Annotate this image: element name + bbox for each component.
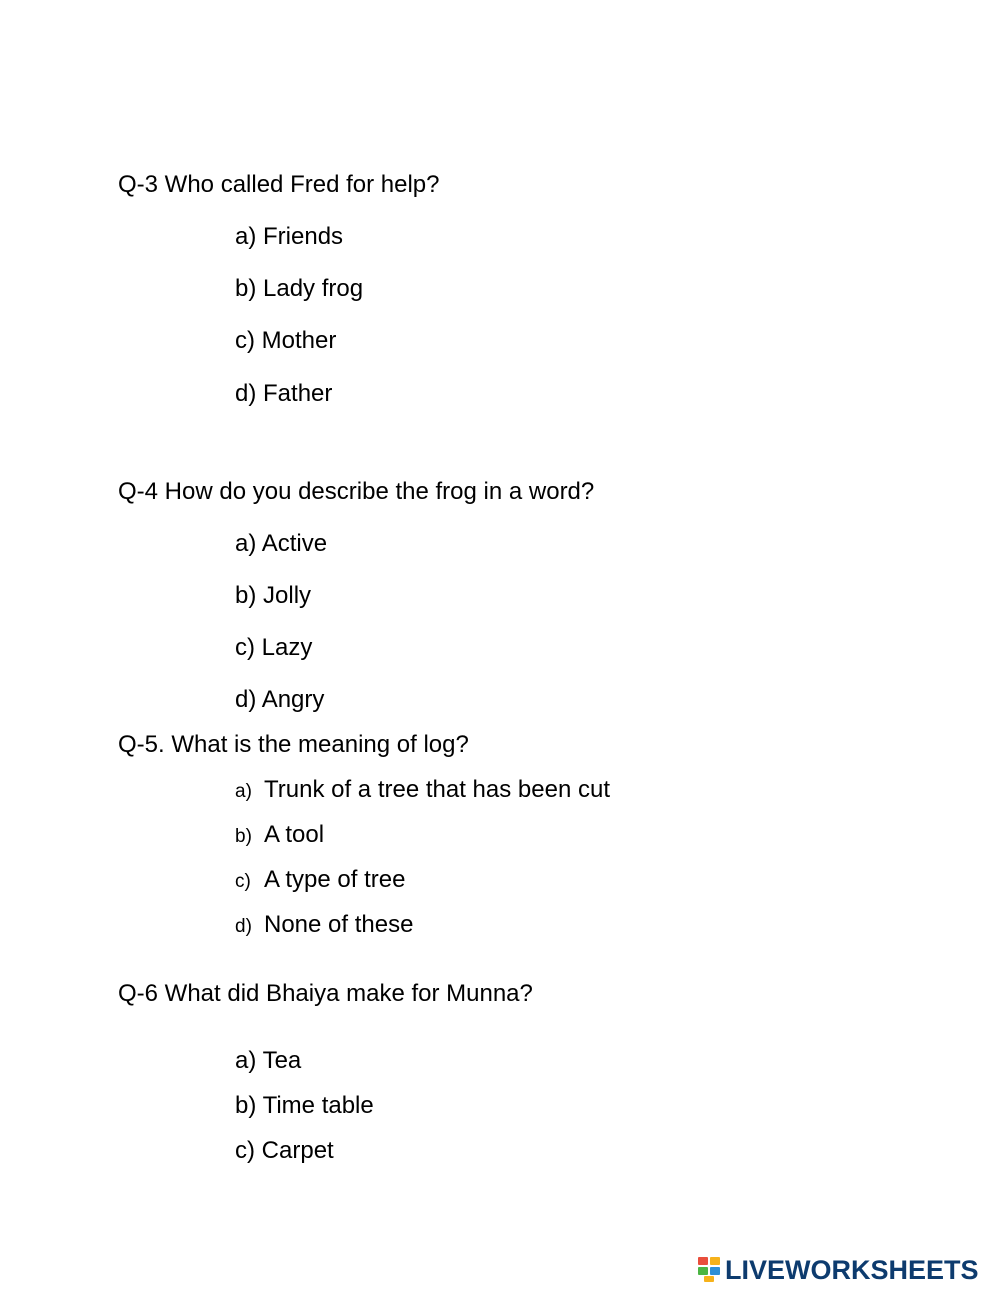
option-letter: b) — [235, 275, 257, 302]
question-3: Q-3 Who called Fred for help? — [118, 171, 440, 198]
question-6-option-b — [235, 1092, 374, 1120]
question-3-option-a — [235, 223, 343, 251]
option-text: Jolly — [263, 582, 312, 609]
option-letter: a) — [235, 781, 252, 802]
option-text: Carpet — [261, 1137, 334, 1164]
option-letter: d) — [235, 380, 257, 407]
question-6: Q-6 What did Bhaiya make for Munna? — [118, 980, 533, 1007]
option-text: A type of tree — [264, 866, 406, 893]
logo-text: LIVEWORKSHEETS — [725, 1254, 979, 1285]
option-text: None of these — [264, 911, 414, 938]
option-text: Friends — [263, 223, 344, 250]
question-5-option-b — [235, 821, 324, 849]
option-letter: c) — [235, 1137, 255, 1164]
option-text: A tool — [264, 821, 325, 848]
option-letter: a) — [235, 223, 257, 250]
option-letter: d) — [235, 916, 252, 937]
question-4-option-a — [235, 530, 327, 558]
option-text: Tea — [262, 1047, 302, 1074]
option-text: Angry — [261, 686, 325, 713]
option-text: Trunk of a tree that has been cut — [264, 776, 610, 803]
option-letter: b) — [235, 826, 252, 847]
question-5-option-c — [235, 866, 405, 894]
option-letter: b) — [235, 1092, 257, 1119]
option-letter: c) — [235, 634, 255, 661]
option-letter: b) — [235, 582, 257, 609]
option-letter: c) — [235, 327, 255, 354]
question-3-option-d — [235, 380, 332, 408]
question-6-option-c — [235, 1137, 334, 1165]
option-text: Lazy — [261, 634, 313, 661]
question-3-option-b — [235, 275, 363, 303]
option-letter: c) — [235, 871, 251, 892]
option-text: Time table — [262, 1092, 374, 1119]
question-4: Q-4 How do you describe the frog in a word? — [118, 478, 595, 505]
option-text: Active — [261, 530, 328, 557]
option-text: Mother — [261, 327, 337, 354]
option-text: Father — [263, 380, 333, 407]
question-4-option-d — [235, 686, 324, 714]
question-4-option-b — [235, 582, 311, 610]
liveworksheets-logo-icon — [698, 1257, 722, 1283]
question-3-option-c — [235, 327, 336, 355]
question-6-option-a — [235, 1047, 301, 1075]
option-letter: d) — [235, 686, 257, 713]
question-4-option-c — [235, 634, 312, 662]
question-5-option-d — [235, 911, 413, 939]
liveworksheets-logo — [698, 1256, 979, 1284]
option-letter: a) — [235, 1047, 257, 1074]
question-5-option-a — [235, 776, 610, 804]
option-letter: a) — [235, 530, 257, 557]
option-text: Lady frog — [263, 275, 364, 302]
question-5: Q-5. What is the meaning of log? — [118, 731, 469, 758]
